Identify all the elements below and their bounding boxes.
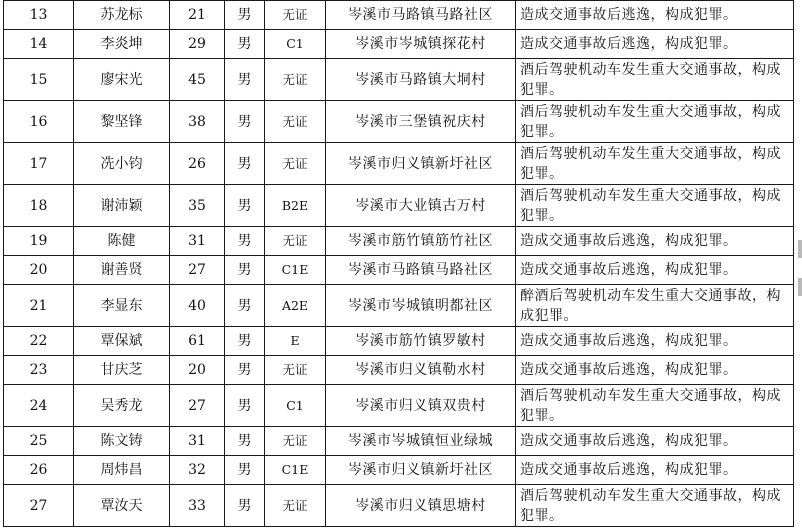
offender-table (3, 0, 794, 527)
person-age-cell: 35 (170, 185, 225, 227)
person-name-cell: 周炜昌 (74, 456, 170, 485)
home-address-cell: 岑溪市马路镇大垌村 (326, 59, 516, 101)
offense-reason-cell: 酒后驾驶机动车发生重大交通事故，构成犯罪。 (516, 385, 794, 427)
table-row (4, 101, 794, 143)
table-row (4, 185, 794, 227)
offense-reason-cell: 造成交通事故后逃逸，构成犯罪。 (516, 1, 794, 30)
person-name-cell: 廖宋光 (74, 59, 170, 101)
person-sex-cell: 男 (225, 327, 265, 356)
person-sex-cell: 男 (225, 227, 265, 256)
row-number-cell: 18 (4, 185, 74, 227)
row-number-cell: 19 (4, 227, 74, 256)
offense-reason-cell: 酒后驾驶机动车发生重大交通事故，构成犯罪。 (516, 185, 794, 227)
home-address-cell: 岑溪市归义镇新圩社区 (326, 456, 516, 485)
license-class-cell: 无证 (265, 427, 326, 456)
license-class-cell: E (265, 327, 326, 356)
license-class-cell: C1E (265, 456, 326, 485)
person-name-cell: 苏龙标 (74, 1, 170, 30)
row-number-cell: 23 (4, 356, 74, 385)
person-age-cell: 27 (170, 385, 225, 427)
table-row (4, 385, 794, 427)
person-age-cell: 26 (170, 143, 225, 185)
row-number-cell: 21 (4, 285, 74, 327)
person-sex-cell: 男 (225, 285, 265, 327)
person-name-cell: 覃汝天 (74, 485, 170, 527)
person-age-cell: 31 (170, 227, 225, 256)
person-sex-cell: 男 (225, 385, 265, 427)
person-age-cell: 40 (170, 285, 225, 327)
offense-reason-cell: 造成交通事故后逃逸，构成犯罪。 (516, 256, 794, 285)
person-sex-cell: 男 (225, 143, 265, 185)
table-row (4, 285, 794, 327)
offense-reason-cell: 酒后驾驶机动车发生重大交通事故，构成犯罪。 (516, 59, 794, 101)
license-class-cell: 无证 (265, 101, 326, 143)
offense-reason-cell: 造成交通事故后逃逸，构成犯罪。 (516, 227, 794, 256)
table-row (4, 427, 794, 456)
person-name-cell: 谢善贤 (74, 256, 170, 285)
license-class-cell: 无证 (265, 227, 326, 256)
home-address-cell: 岑溪市筋竹镇筋竹社区 (326, 227, 516, 256)
license-class-cell: 无证 (265, 356, 326, 385)
home-address-cell: 岑溪市岑城镇探花村 (326, 30, 516, 59)
person-age-cell: 31 (170, 427, 225, 456)
person-age-cell: 45 (170, 59, 225, 101)
home-address-cell: 岑溪市马路镇马路社区 (326, 256, 516, 285)
person-name-cell: 黎坚锋 (74, 101, 170, 143)
page-edge-mark (798, 240, 802, 258)
person-sex-cell: 男 (225, 456, 265, 485)
row-number-cell: 16 (4, 101, 74, 143)
person-name-cell: 李显东 (74, 285, 170, 327)
table-row (4, 227, 794, 256)
home-address-cell: 岑溪市大业镇古万村 (326, 185, 516, 227)
table-row (4, 1, 794, 30)
person-name-cell: 陈文铸 (74, 427, 170, 456)
person-name-cell: 覃保斌 (74, 327, 170, 356)
person-sex-cell: 男 (225, 1, 265, 30)
person-age-cell: 38 (170, 101, 225, 143)
row-number-cell: 13 (4, 1, 74, 30)
person-sex-cell: 男 (225, 101, 265, 143)
home-address-cell: 岑溪市岑城镇恒业绿城 (326, 427, 516, 456)
row-number-cell: 26 (4, 456, 74, 485)
license-class-cell: C1 (265, 385, 326, 427)
table-row (4, 30, 794, 59)
table-body (4, 1, 794, 527)
row-number-cell: 24 (4, 385, 74, 427)
license-class-cell: 无证 (265, 143, 326, 185)
license-class-cell: 无证 (265, 59, 326, 101)
table-row (4, 59, 794, 101)
offense-reason-cell: 造成交通事故后逃逸，构成犯罪。 (516, 327, 794, 356)
row-number-cell: 17 (4, 143, 74, 185)
person-age-cell: 20 (170, 356, 225, 385)
license-class-cell: C1E (265, 256, 326, 285)
offense-reason-cell: 造成交通事故后逃逸，构成犯罪。 (516, 30, 794, 59)
offense-reason-cell: 酒后驾驶机动车发生重大交通事故，构成犯罪。 (516, 485, 794, 527)
home-address-cell: 岑溪市归义镇思塘村 (326, 485, 516, 527)
home-address-cell: 岑溪市岑城镇明都社区 (326, 285, 516, 327)
person-age-cell: 32 (170, 456, 225, 485)
home-address-cell: 岑溪市三堡镇祝庆村 (326, 101, 516, 143)
offense-reason-cell: 酒后驾驶机动车发生重大交通事故，构成犯罪。 (516, 101, 794, 143)
person-name-cell: 吴秀龙 (74, 385, 170, 427)
person-sex-cell: 男 (225, 185, 265, 227)
license-class-cell: C1 (265, 30, 326, 59)
person-age-cell: 27 (170, 256, 225, 285)
person-name-cell: 冼小钧 (74, 143, 170, 185)
person-name-cell: 谢沛颖 (74, 185, 170, 227)
table-row (4, 256, 794, 285)
person-sex-cell: 男 (225, 256, 265, 285)
offense-reason-cell: 酒后驾驶机动车发生重大交通事故，构成犯罪。 (516, 143, 794, 185)
person-sex-cell: 男 (225, 485, 265, 527)
license-class-cell: B2E (265, 185, 326, 227)
home-address-cell: 岑溪市筋竹镇罗敏村 (326, 327, 516, 356)
table-row (4, 485, 794, 527)
home-address-cell: 岑溪市归义镇新圩社区 (326, 143, 516, 185)
person-name-cell: 李炎坤 (74, 30, 170, 59)
license-class-cell: A2E (265, 285, 326, 327)
row-number-cell: 22 (4, 327, 74, 356)
license-class-cell: 无证 (265, 1, 326, 30)
person-sex-cell: 男 (225, 59, 265, 101)
row-number-cell: 15 (4, 59, 74, 101)
row-number-cell: 25 (4, 427, 74, 456)
table-row (4, 456, 794, 485)
person-age-cell: 33 (170, 485, 225, 527)
offense-reason-cell: 造成交通事故后逃逸，构成犯罪。 (516, 356, 794, 385)
offense-reason-cell: 造成交通事故后逃逸，构成犯罪。 (516, 427, 794, 456)
home-address-cell: 岑溪市马路镇马路社区 (326, 1, 516, 30)
person-sex-cell: 男 (225, 356, 265, 385)
offense-reason-cell: 造成交通事故后逃逸，构成犯罪。 (516, 456, 794, 485)
person-age-cell: 21 (170, 1, 225, 30)
person-age-cell: 61 (170, 327, 225, 356)
home-address-cell: 岑溪市归义镇双贵村 (326, 385, 516, 427)
row-number-cell: 27 (4, 485, 74, 527)
page-edge-mark (798, 278, 802, 296)
row-number-cell: 14 (4, 30, 74, 59)
table-row (4, 143, 794, 185)
table-row (4, 356, 794, 385)
person-name-cell: 陈健 (74, 227, 170, 256)
person-name-cell: 甘庆芝 (74, 356, 170, 385)
offense-reason-cell: 醉酒后驾驶机动车发生重大交通事故，构成犯罪。 (516, 285, 794, 327)
person-sex-cell: 男 (225, 30, 265, 59)
row-number-cell: 20 (4, 256, 74, 285)
table-row (4, 327, 794, 356)
home-address-cell: 岑溪市归义镇勒水村 (326, 356, 516, 385)
person-sex-cell: 男 (225, 427, 265, 456)
person-age-cell: 29 (170, 30, 225, 59)
license-class-cell: 无证 (265, 485, 326, 527)
